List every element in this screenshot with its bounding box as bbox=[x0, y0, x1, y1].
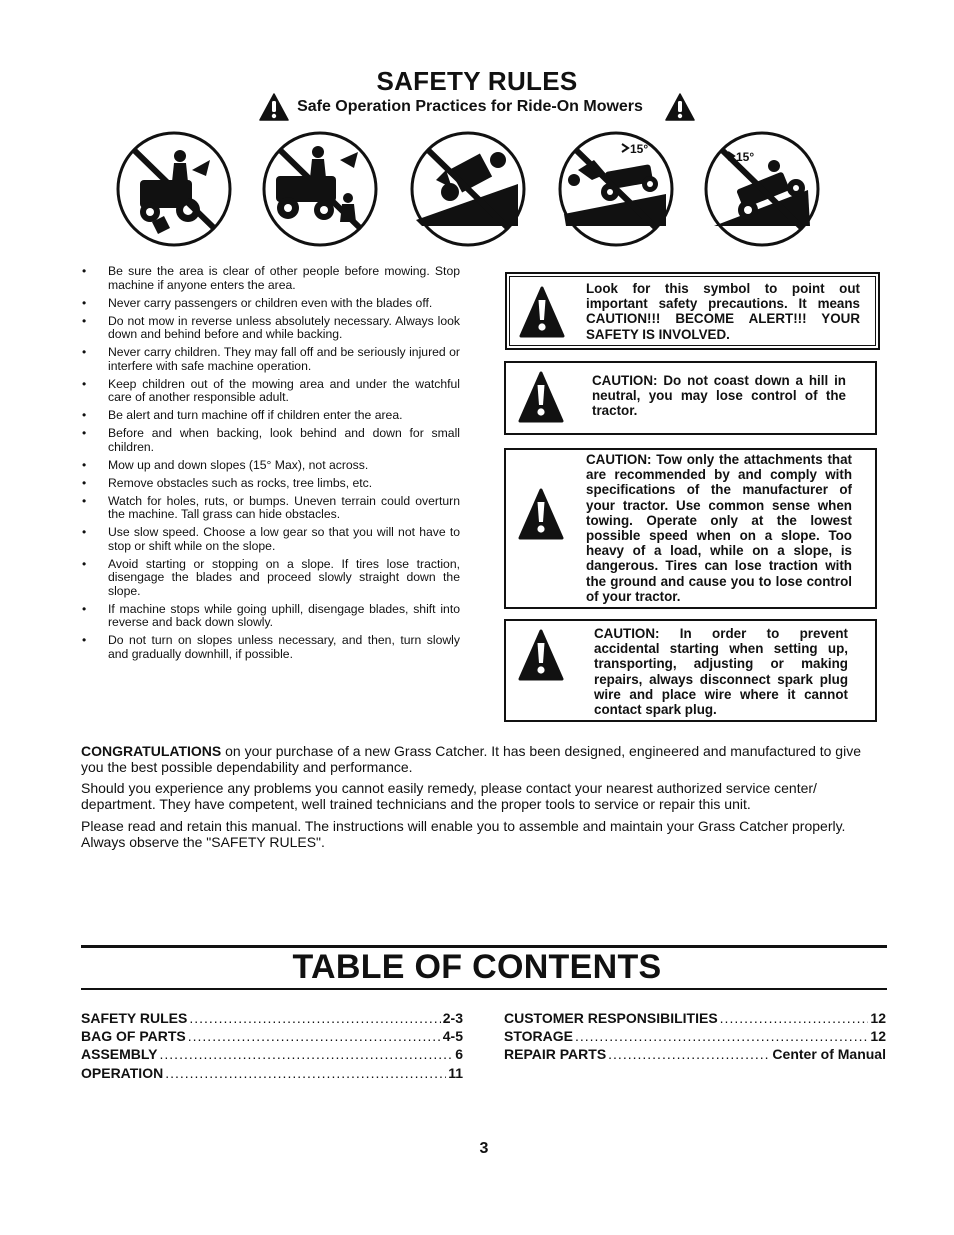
toc-entry[interactable] bbox=[504, 1046, 886, 1064]
caution-text: Look for this symbol to point out important safety precautions. It means CAUTION!!! BECOME ALERT!!! YOUR SAFETY IS INVOLVED. bbox=[586, 281, 860, 342]
safety-bullet-list bbox=[80, 265, 460, 666]
warning-triangle-icon bbox=[665, 93, 695, 121]
toc-entry-page: 4-5 bbox=[442, 1028, 463, 1045]
congratulations-paragraph bbox=[81, 743, 887, 775]
congratulations-label: CONGRATULATIONS bbox=[81, 743, 222, 759]
congratulations-text: on your purchase of a new Grass Catcher. It has been designed, engineered and manufactured to give you the best possible dependability and performance. bbox=[81, 743, 861, 775]
toc-leader-dots bbox=[608, 1046, 770, 1062]
caution-triangle-icon bbox=[519, 286, 565, 338]
toc-right-column bbox=[504, 1010, 886, 1065]
list-item: • Avoid starting or stopping on a slope. If tires lose traction, disengage the blades and proceed slowly straight down the slope. bbox=[80, 558, 460, 599]
caution-box bbox=[504, 361, 877, 435]
toc-entry-page: 12 bbox=[870, 1010, 886, 1026]
toc-entry[interactable] bbox=[504, 1028, 886, 1046]
subtitle-row bbox=[0, 90, 954, 124]
toc-entry-label: BAG OF PARTS bbox=[81, 1028, 186, 1045]
list-item: • Never carry children. They may fall off and be seriously injured or interfere with safe machine operation. bbox=[80, 346, 460, 373]
list-item: • Use slow speed. Choose a low gear so that you will not have to stop or shift while on the slope. bbox=[80, 526, 460, 553]
list-item: • Before and when backing, look behind and down for small children. bbox=[80, 427, 460, 454]
toc-leader-dots bbox=[720, 1010, 869, 1026]
retain-manual-paragraph: Please read and retain this manual. The instructions will enable you to assemble and maintain your Grass Catcher properly. Always observe the "SAFETY RULES". bbox=[81, 818, 846, 850]
caution-box bbox=[504, 619, 877, 722]
no-rollover-uphill-pictogram bbox=[554, 130, 678, 248]
list-item: • Be alert and turn machine off if children enter the area. bbox=[80, 409, 460, 423]
toc-leader-dots bbox=[165, 1065, 446, 1081]
toc-leader-dots bbox=[575, 1028, 868, 1044]
toc-bottom-rule bbox=[81, 988, 887, 990]
toc-leader-dots bbox=[160, 1046, 454, 1062]
toc-entry[interactable] bbox=[81, 1046, 463, 1064]
no-steep-slope-pictogram bbox=[700, 130, 824, 248]
toc-entry-page: 11 bbox=[448, 1064, 463, 1081]
list-item: • If machine stops while going uphill, disengage blades, shift into reverse and back down slowly. bbox=[80, 603, 460, 630]
toc-entry-page: Center of Manual bbox=[772, 1046, 886, 1063]
toc-leader-dots bbox=[188, 1028, 441, 1044]
toc-entry-label: STORAGE bbox=[504, 1028, 573, 1045]
toc-entry-label: REPAIR PARTS bbox=[504, 1046, 607, 1063]
list-item: • Keep children out of the mowing area and under the watchful care of another responsible adult. bbox=[80, 378, 460, 405]
slope-angle-label: 15° bbox=[630, 142, 649, 156]
no-bystanders-pictogram bbox=[112, 130, 236, 248]
page-subtitle: Safe Operation Practices for Ride-On Mowers bbox=[297, 98, 643, 115]
list-item: • Do not mow in reverse unless absolutely necessary. Always look down and behind before and while backing. bbox=[80, 315, 460, 342]
caution-text: CAUTION: Do not coast down a hill in neutral, you may lose control of the tractor. bbox=[592, 373, 846, 419]
toc-entry[interactable] bbox=[81, 1028, 463, 1046]
slope-angle-label: 15° bbox=[736, 150, 755, 164]
no-tipping-on-slope-pictogram bbox=[406, 130, 530, 248]
toc-entry[interactable] bbox=[81, 1010, 463, 1028]
toc-entry-label: SAFETY RULES bbox=[81, 1010, 188, 1026]
page-number: 3 bbox=[479, 1140, 489, 1157]
warning-triangle-icon bbox=[259, 93, 289, 121]
list-item: • Remove obstacles such as rocks, tree limbs, etc. bbox=[80, 477, 460, 491]
caution-text: CAUTION: In order to prevent accidental starting when setting up, transporting, adjusting or making repairs, always disconnect spark plug wire and place wire where it cannot contact spark plug. bbox=[594, 626, 848, 718]
caution-triangle-icon bbox=[518, 371, 564, 423]
toc-leader-dots bbox=[189, 1010, 440, 1026]
toc-title: TABLE OF CONTENTS bbox=[292, 948, 662, 986]
list-item: • Do not turn on slopes unless necessary, and then, turn slowly and gradually downhill, if possible. bbox=[80, 634, 460, 661]
toc-entry-label: CUSTOMER RESPONSIBILITIES bbox=[504, 1010, 718, 1026]
list-item: • Watch for holes, ruts, or bumps. Uneven terrain could overturn the machine. Tall grass can hide obstacles. bbox=[80, 495, 460, 522]
safety-pictograms bbox=[110, 130, 830, 250]
caution-triangle-icon bbox=[518, 629, 564, 681]
caution-triangle-icon bbox=[518, 488, 564, 540]
toc-entry-page: 2-3 bbox=[442, 1010, 463, 1026]
toc-entry[interactable] bbox=[504, 1010, 886, 1028]
toc-entry[interactable] bbox=[81, 1065, 463, 1083]
toc-entry-page: 6 bbox=[455, 1046, 463, 1063]
service-paragraph: Should you experience any problems you cannot easily remedy, please contact your nearest authorized service center/ department. They have competent, well trained technicians and the proper tools to service or repair this unit. bbox=[81, 780, 817, 812]
caution-box bbox=[504, 448, 877, 609]
no-children-pictogram bbox=[258, 130, 382, 248]
toc-left-column bbox=[81, 1010, 463, 1083]
toc-entry-label: ASSEMBLY bbox=[81, 1046, 158, 1063]
toc-entry-label: OPERATION bbox=[81, 1064, 164, 1081]
list-item: • Never carry passengers or children even with the blades off. bbox=[80, 297, 460, 311]
list-item: • Mow up and down slopes (15° Max), not across. bbox=[80, 459, 460, 473]
caution-box bbox=[505, 272, 880, 350]
toc-entry-page: 12 bbox=[870, 1028, 886, 1045]
caution-text: CAUTION: Tow only the attachments that are recommended by and comply with specifications of the manufacturer of your tractor. Use common sense when towing. Operate only at the lowest possible speed when on a slope. Too heavy of a load, while on a slope, is dangerous. Tires can lose traction with the ground and cause you to lose control of your tractor. bbox=[586, 452, 852, 604]
list-item: • Be sure the area is clear of other people before mowing. Stop machine if anyone enters the area. bbox=[80, 265, 460, 292]
page-title: SAFETY RULES bbox=[376, 66, 578, 96]
